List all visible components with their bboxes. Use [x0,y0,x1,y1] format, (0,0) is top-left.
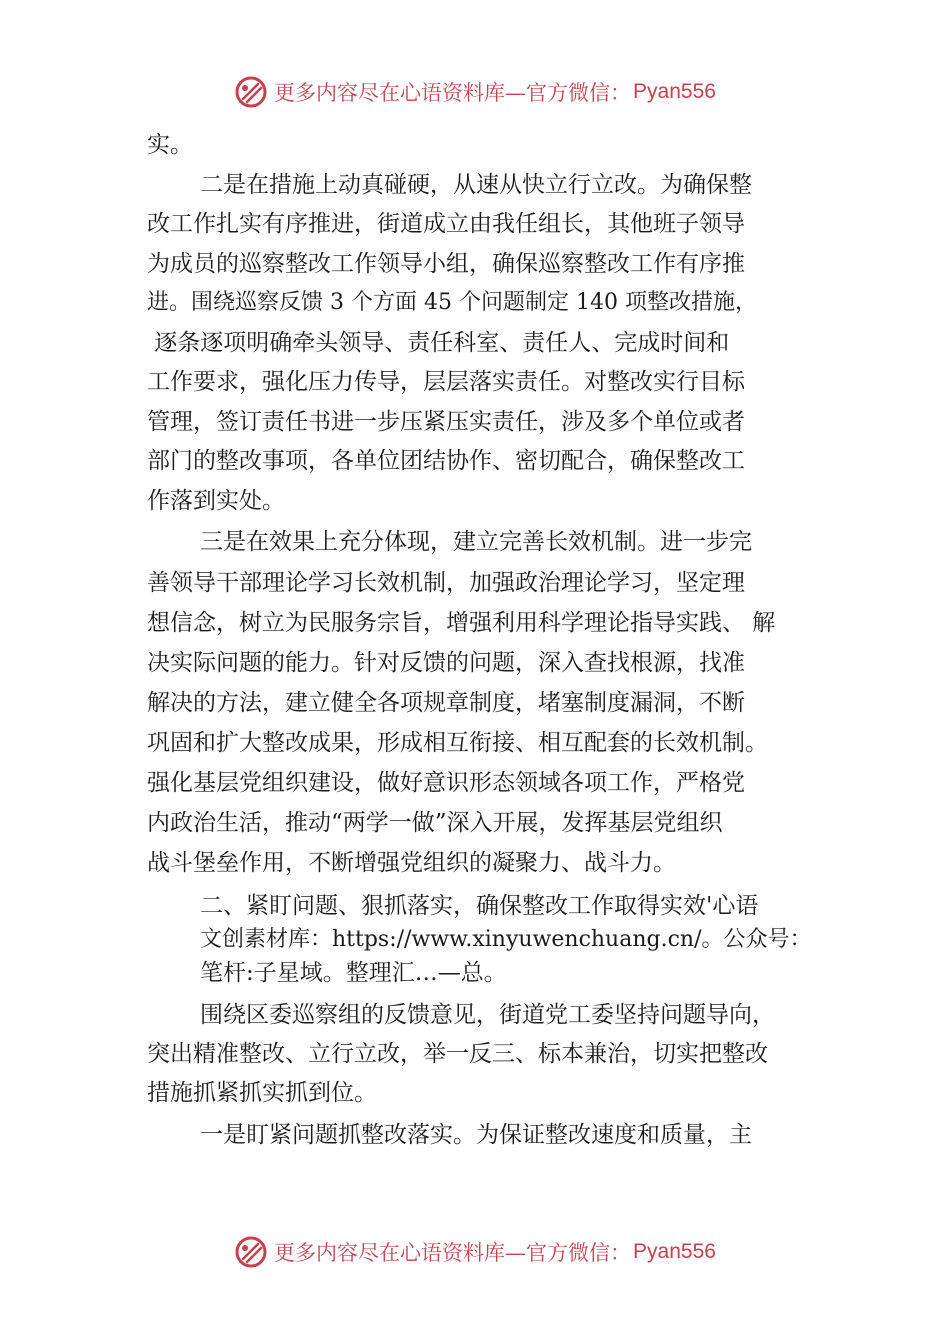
text-line: 进。围绕巡察反馈 3 个方面 45 个问题制定 140 项整改措施， [147,290,757,315]
text-line: 三是在效果上充分体现，建立完善长效机制。进一步完 [200,529,752,555]
text-line: 想信念，树立为民服务宗旨，增强利用科学理论指导实践、 解 [147,610,776,636]
text-line: 突出精准整改、立行立改，举一反三、标本兼治，切实把整改 [147,1041,768,1067]
text-line: 二、紧盯问题、狠抓落实，确保整改工作取得实效'心语 [200,893,759,919]
text-line: 作落到实处。 [147,488,285,514]
footer-wechat-id: Pyan556 [633,1240,716,1263]
text-line: 围绕区委巡察组的反馈意见，街道党工委坚持问题导向， [200,1002,775,1028]
text-line: 二是在措施上动真碰硬，从速从快立行立改。为确保整 [200,172,752,198]
header-banner-text: 更多内容尽在心语资料库—官方微信： [274,81,632,105]
brand-logo-icon [234,1235,268,1269]
footer-banner-text: 更多内容尽在心语资料库—官方微信： [274,1241,632,1265]
text-line: 部门的整改事项，各单位团结协作、密切配合，确保整改工 [147,448,745,474]
text-line: 解决的方法，建立健全各项规章制度，堵塞制度漏洞，不断 [147,690,745,716]
text-line: 战斗堡垒作用，不断增强党组织的凝聚力、战斗力。 [147,850,676,876]
text-line: 强化基层党组织建设，做好意识形态领域各项工作，严格党 [147,770,745,796]
text-line: 决实际问题的能力。针对反馈的问题，深入查找根源，找准 [147,650,745,676]
text-line: 改工作扎实有序推进，街道成立由我任组长，其他班子领导 [147,211,745,237]
text-line: 一是盯紧问题抓整改落实。为保证整改速度和质量，主 [200,1122,752,1148]
header-wechat-id: Pyan556 [633,80,716,103]
text-line: 巩固和扩大整改成果，形成相互衔接、相互配套的长效机制。 [147,730,768,756]
footer-banner [0,1232,950,1272]
text-line: 措施抓紧抓实抓到位。 [147,1080,377,1106]
text-line: 内政治生活，推动“两学一做”深入开展，发挥基层党组织 [147,810,723,836]
text-line: 笔杆:子星域。整理汇…—总。 [200,960,507,986]
text-line: 工作要求，强化压力传导，层层落实责任。对整改实行目标 [147,369,745,395]
text-line: 管理，签订责任书进一步压紧压实责任，涉及多个单位或者 [147,409,745,435]
text-line: 为成员的巡察整改工作领导小组，确保巡察整改工作有序推 [147,251,745,277]
text-line: 实。 [147,132,193,158]
text-line: 逐条逐项明确牵头领导、责任科室、责任人、完成时间和 [147,330,730,356]
text-line: 善领导干部理论学习长效机制，加强政治理论学习，坚定理 [147,570,745,596]
text-line: 文创素材库：https://www.xinyuwenchuang.cn/。公众号： [200,927,812,952]
